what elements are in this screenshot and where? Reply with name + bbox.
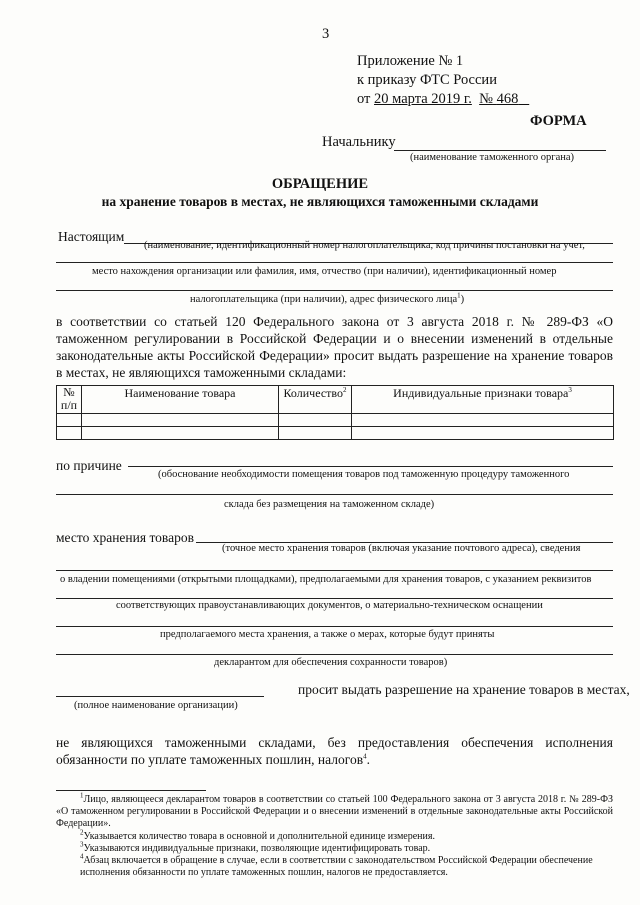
col-num-header: № п/п <box>57 386 82 414</box>
reason-line-1[interactable] <box>128 466 613 467</box>
appendix-block <box>357 52 529 109</box>
addressee-line[interactable] <box>394 150 606 151</box>
storage-caption-1: (точное место хранения товаров (включая указание почтового адреса), сведения <box>222 543 581 554</box>
col-attr-header: Индивидуальные признаки товара$^3$ <box>352 386 614 414</box>
applicant-line-3[interactable] <box>56 290 613 291</box>
reason-caption-1: (обоснование необходимости помещения товаров под таможенную процедуру таможенного <box>158 469 570 480</box>
storage-caption-3: соответствующих правоустанавливающих документов, о материально-техническом оснащении <box>116 600 543 611</box>
closing-paragraph: не являющихся таможенными складами, без предоставления обеспечения исполнения обязанности по уплате таможенных пошлин, налогов$^4$. <box>56 735 613 767</box>
order-date: 20 марта 2019 г. <box>374 91 472 107</box>
footnote-3: $^3$Указываются индивидуальные признаки, позволяющие идентифицировать товар. <box>80 840 431 854</box>
reason-label: по причине <box>56 458 122 473</box>
organization-line[interactable] <box>56 696 264 697</box>
table-row[interactable] <box>57 427 614 440</box>
appendix-line3: от 20 марта 2019 г. № 468 <box>357 91 519 107</box>
table-row[interactable] <box>57 414 614 427</box>
appendix-line1: Приложение № 1 <box>357 53 464 69</box>
storage-line-5[interactable] <box>56 654 613 655</box>
storage-line-4[interactable] <box>56 626 613 627</box>
body-paragraph: в соответствии со статьей 120 Федерального закона от 3 августа 2018 г. № 289-ФЗ «О таможенном регулировании в Российской Федерации и о внесении изменений в отдельные законодательные акты Российской Федерации» просит выдать разрешение на хранение товаров в местах, не являющихся таможенными складами: <box>56 314 613 380</box>
footnote-separator <box>56 790 206 791</box>
storage-line-2[interactable] <box>56 570 613 571</box>
storage-caption-2: о владении помещениями (открытыми площадками), предполагаемыми для хранения товаров, с указанием реквизитов <box>60 574 592 585</box>
organization-caption: (полное наименование организации) <box>74 700 238 711</box>
goods-table <box>56 385 614 440</box>
storage-line-3[interactable] <box>56 598 613 599</box>
storage-caption-4: предполагаемого места хранения, а также о мерах, которые будут приняты <box>160 629 495 640</box>
request-text: просит выдать разрешение на хранение товаров в местах, <box>298 682 630 697</box>
applicant-caption-3: налогоплательщика (при наличии), адрес физического лица$^1$) <box>190 291 465 305</box>
footnote-1: $^1$Лицо, являющееся декларантом товаров в соответствии со статьей 100 Федерального закона от 3 августа 2018 г. № 289-ФЗ «О таможенном регулировании в Российской Федерации и о внесении изменений в отдельные законодательные акты Российской Федерации». <box>56 791 613 829</box>
footnote-4: $^4$Абзац включается в обращение в случае, если в соответствии с законодательством Российской Федерации обеспечение исполнения обязанности по уплате таможенных пошлин, налогов не предоставляется. <box>80 852 593 878</box>
col-name-header: Наименование товара <box>82 386 279 414</box>
applicant-caption-1: (наименование, идентификационный номер налогоплательщика, код причины постановки на учет, <box>144 240 585 251</box>
doc-subtitle: на хранение товаров в местах, не являющихся таможенными складами <box>101 194 539 209</box>
goods-table-header <box>57 386 614 414</box>
applicant-caption-2: место нахождения организации или фамилия, имя, отчество (при наличии), идентификационный номер <box>92 266 557 277</box>
addressee-caption: (наименование таможенного органа) <box>410 152 575 163</box>
order-number: 468 <box>496 91 519 107</box>
addressee-label: Начальнику <box>322 134 396 150</box>
footnote-2: $^2$Указывается количество товара в основной и дополнительной единице измерения. <box>80 828 435 842</box>
page-number: 3 <box>322 26 330 42</box>
reason-caption-2: склада без размещения на таможенном складе) <box>224 499 435 510</box>
storage-label: место хранения товаров <box>56 530 194 545</box>
col-qty-header: Количество$^2$ <box>279 386 352 414</box>
order-number-prefix: № <box>479 91 493 107</box>
applicant-label: Настоящим <box>58 229 125 244</box>
applicant-line-2[interactable] <box>56 262 613 263</box>
form-label: ФОРМА <box>530 113 587 129</box>
storage-caption-5: декларантом для обеспечения сохранности товаров) <box>214 657 448 668</box>
doc-title: ОБРАЩЕНИЕ <box>271 176 369 192</box>
reason-line-2[interactable] <box>56 494 613 495</box>
appendix-line2: к приказу ФТС России <box>357 72 497 88</box>
